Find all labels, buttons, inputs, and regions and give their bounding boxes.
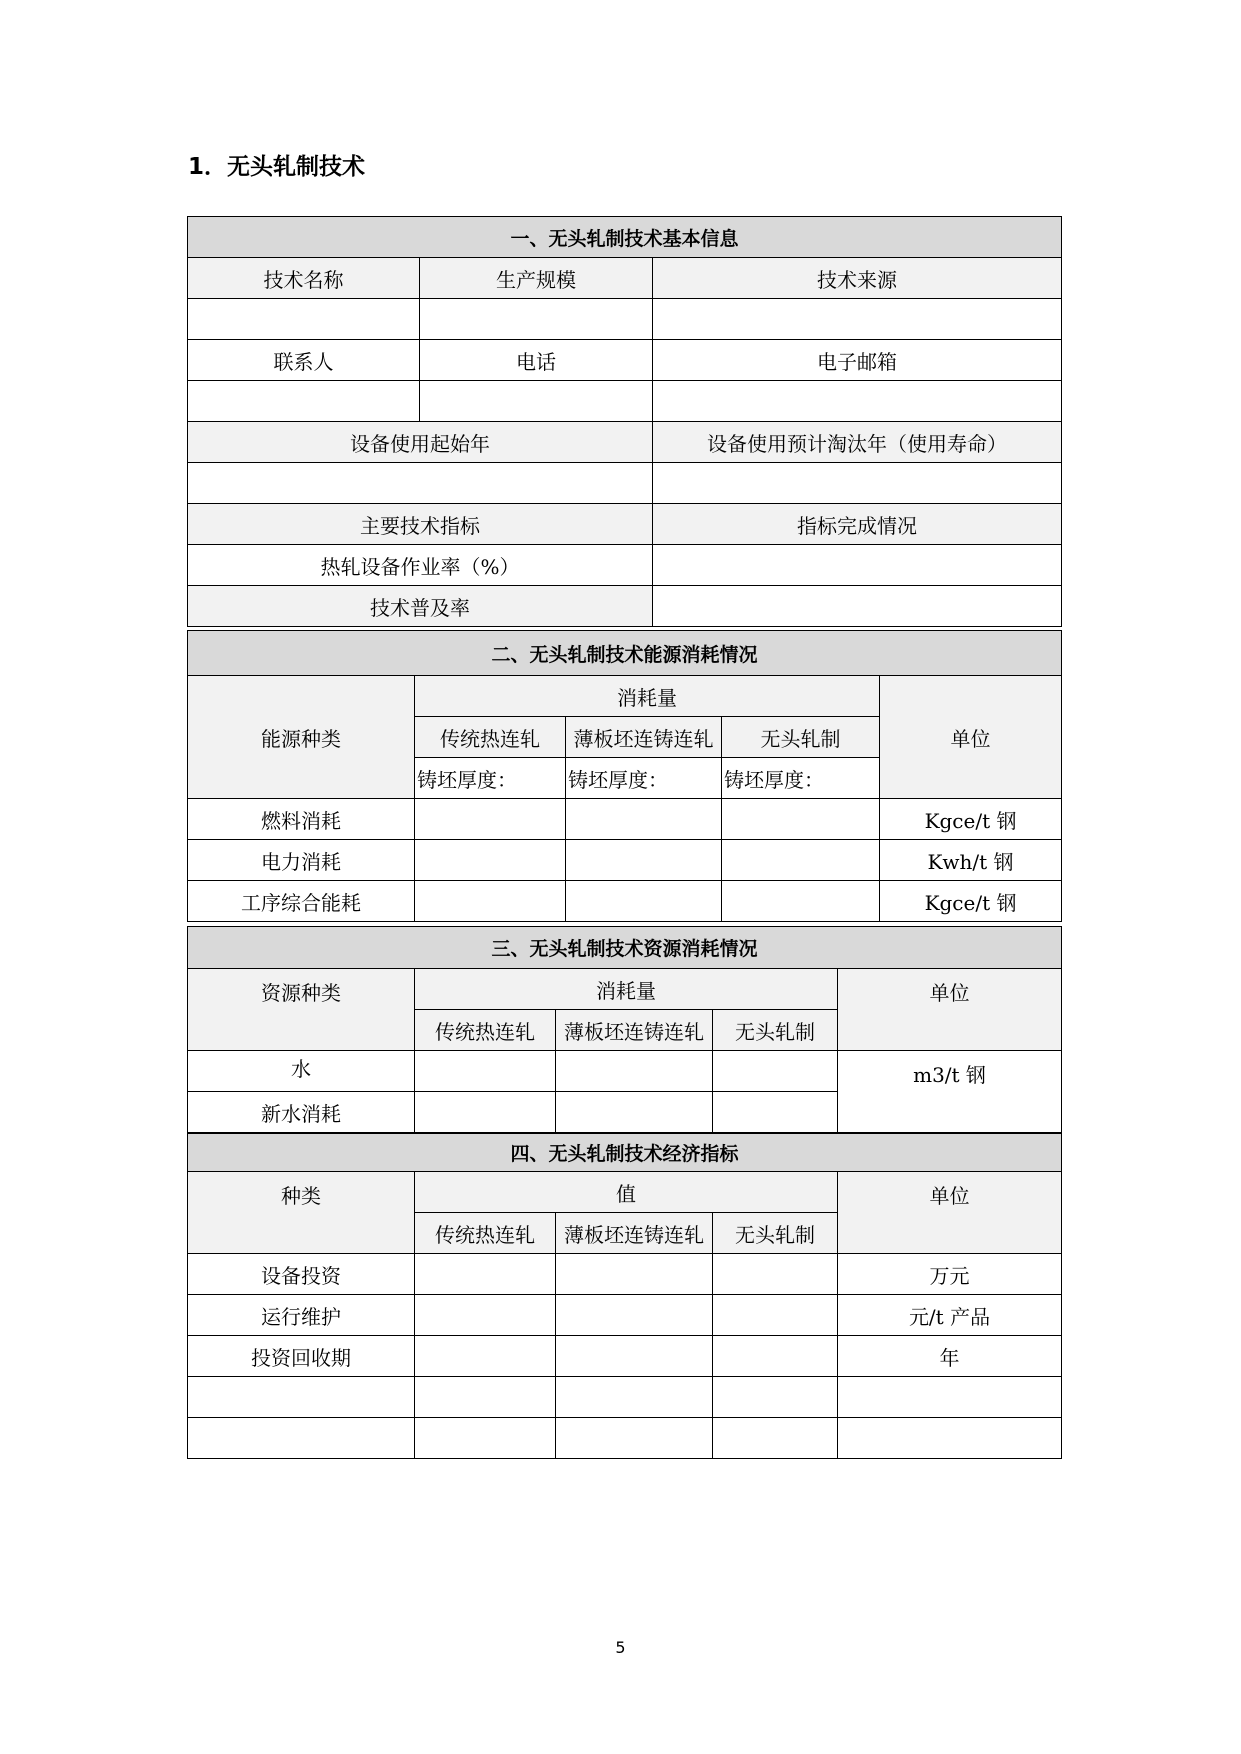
resource-unit-label: 单位 — [838, 969, 1062, 1051]
economic-indicators-table — [187, 1133, 1062, 1459]
economic-extra-cell[interactable] — [415, 1377, 556, 1418]
sub-col-traditional: 传统热连轧 — [415, 717, 566, 758]
economic-cell[interactable] — [556, 1336, 713, 1377]
economic-extra-cell[interactable] — [713, 1377, 838, 1418]
economic-extra-cell[interactable] — [415, 1418, 556, 1459]
operating-rate-label: 热轧设备作业率（%） — [188, 545, 653, 586]
energy-consumption-label: 消耗量 — [415, 676, 880, 717]
economic-unit: 年 — [838, 1336, 1062, 1377]
sub-col-endless: 无头轧制 — [713, 1213, 838, 1254]
energy-unit: Kwh/t 钢 — [880, 840, 1062, 881]
sub-col-traditional: 传统热连轧 — [415, 1010, 556, 1051]
economic-row-label: 运行维护 — [188, 1295, 415, 1336]
economic-cell[interactable] — [713, 1254, 838, 1295]
email-cell[interactable] — [653, 381, 1062, 422]
economic-extra-cell[interactable] — [556, 1377, 713, 1418]
economic-cell[interactable] — [415, 1254, 556, 1295]
resource-unit: m3/t 钢 — [838, 1051, 1062, 1133]
popularity-cell[interactable] — [653, 586, 1062, 627]
economic-cell[interactable] — [556, 1254, 713, 1295]
start-year-cell[interactable] — [188, 463, 653, 504]
resource-cell[interactable] — [713, 1092, 838, 1133]
section1-header: 一、无头轧制技术基本信息 — [188, 217, 1062, 258]
page-number: 5 — [615, 1638, 626, 1657]
sub-col-thin-slab: 薄板坯连铸连轧 — [566, 717, 722, 758]
tech-name-label: 技术名称 — [188, 258, 420, 299]
economic-cell[interactable] — [415, 1336, 556, 1377]
email-label: 电子邮箱 — [653, 340, 1062, 381]
resource-row-label: 水 — [188, 1051, 415, 1092]
economic-extra-cell[interactable] — [556, 1418, 713, 1459]
energy-cell[interactable] — [722, 799, 880, 840]
page-title: 1．无头轧制技术 — [188, 154, 366, 180]
energy-cell[interactable] — [566, 840, 722, 881]
section2-header: 二、无头轧制技术能源消耗情况 — [188, 631, 1062, 676]
energy-unit: Kgce/t 钢 — [880, 799, 1062, 840]
sub-col-endless: 无头轧制 — [722, 717, 880, 758]
start-year-label: 设备使用起始年 — [188, 422, 653, 463]
economic-row-label: 投资回收期 — [188, 1336, 415, 1377]
energy-cell[interactable] — [722, 840, 880, 881]
economic-extra-cell[interactable] — [188, 1377, 415, 1418]
energy-unit: Kgce/t 钢 — [880, 881, 1062, 922]
energy-consumption-table — [187, 630, 1062, 922]
tech-name-cell[interactable] — [188, 299, 420, 340]
economic-cell[interactable] — [556, 1295, 713, 1336]
resource-type-label: 资源种类 — [188, 969, 415, 1051]
energy-cell[interactable] — [722, 881, 880, 922]
economic-type-label: 种类 — [188, 1172, 415, 1254]
energy-cell[interactable] — [415, 881, 566, 922]
economic-cell[interactable] — [713, 1295, 838, 1336]
resource-cell[interactable] — [556, 1051, 713, 1092]
phone-label: 电话 — [420, 340, 653, 381]
sub-col-endless: 无头轧制 — [713, 1010, 838, 1051]
resource-consumption-table — [187, 926, 1062, 1133]
operating-rate-cell[interactable] — [653, 545, 1062, 586]
section3-header: 三、无头轧制技术资源消耗情况 — [188, 927, 1062, 969]
energy-row-label: 工序综合能耗 — [188, 881, 415, 922]
production-scale-label: 生产规模 — [420, 258, 653, 299]
sub-col-thin-slab: 薄板坯连铸连轧 — [556, 1010, 713, 1051]
resource-row-label: 新水消耗 — [188, 1092, 415, 1133]
economic-unit: 元/t 产品 — [838, 1295, 1062, 1336]
economic-unit: 万元 — [838, 1254, 1062, 1295]
production-scale-cell[interactable] — [420, 299, 653, 340]
completion-label: 指标完成情况 — [653, 504, 1062, 545]
phone-cell[interactable] — [420, 381, 653, 422]
sub-col-thin-slab: 薄板坯连铸连轧 — [556, 1213, 713, 1254]
economic-extra-cell[interactable] — [838, 1418, 1062, 1459]
thickness-traditional[interactable]: 铸坯厚度： — [415, 758, 566, 799]
resource-cell[interactable] — [415, 1092, 556, 1133]
energy-unit-label: 单位 — [880, 676, 1062, 799]
energy-cell[interactable] — [566, 881, 722, 922]
contact-label: 联系人 — [188, 340, 420, 381]
thickness-endless[interactable]: 铸坯厚度： — [722, 758, 880, 799]
economic-cell[interactable] — [415, 1295, 556, 1336]
retire-year-label: 设备使用预计淘汰年（使用寿命） — [653, 422, 1062, 463]
energy-cell[interactable] — [415, 799, 566, 840]
thickness-thin-slab[interactable]: 铸坯厚度： — [566, 758, 722, 799]
economic-value-label: 值 — [415, 1172, 838, 1213]
economic-unit-label: 单位 — [838, 1172, 1062, 1254]
section4-header: 四、无头轧制技术经济指标 — [188, 1134, 1062, 1172]
economic-extra-cell[interactable] — [188, 1418, 415, 1459]
energy-cell[interactable] — [566, 799, 722, 840]
resource-cell[interactable] — [415, 1051, 556, 1092]
resource-consumption-label: 消耗量 — [415, 969, 838, 1010]
energy-cell[interactable] — [415, 840, 566, 881]
energy-type-label: 能源种类 — [188, 676, 415, 799]
sub-col-traditional: 传统热连轧 — [415, 1213, 556, 1254]
retire-year-cell[interactable] — [653, 463, 1062, 504]
contact-cell[interactable] — [188, 381, 420, 422]
popularity-label: 技术普及率 — [188, 586, 653, 627]
economic-cell[interactable] — [713, 1336, 838, 1377]
economic-extra-cell[interactable] — [713, 1418, 838, 1459]
tech-source-label: 技术来源 — [653, 258, 1062, 299]
main-indicator-label: 主要技术指标 — [188, 504, 653, 545]
economic-row-label: 设备投资 — [188, 1254, 415, 1295]
economic-extra-cell[interactable] — [838, 1377, 1062, 1418]
resource-cell[interactable] — [556, 1092, 713, 1133]
tech-source-cell[interactable] — [653, 299, 1062, 340]
energy-row-label: 电力消耗 — [188, 840, 415, 881]
energy-row-label: 燃料消耗 — [188, 799, 415, 840]
resource-cell[interactable] — [713, 1051, 838, 1092]
basic-info-table — [187, 216, 1062, 627]
